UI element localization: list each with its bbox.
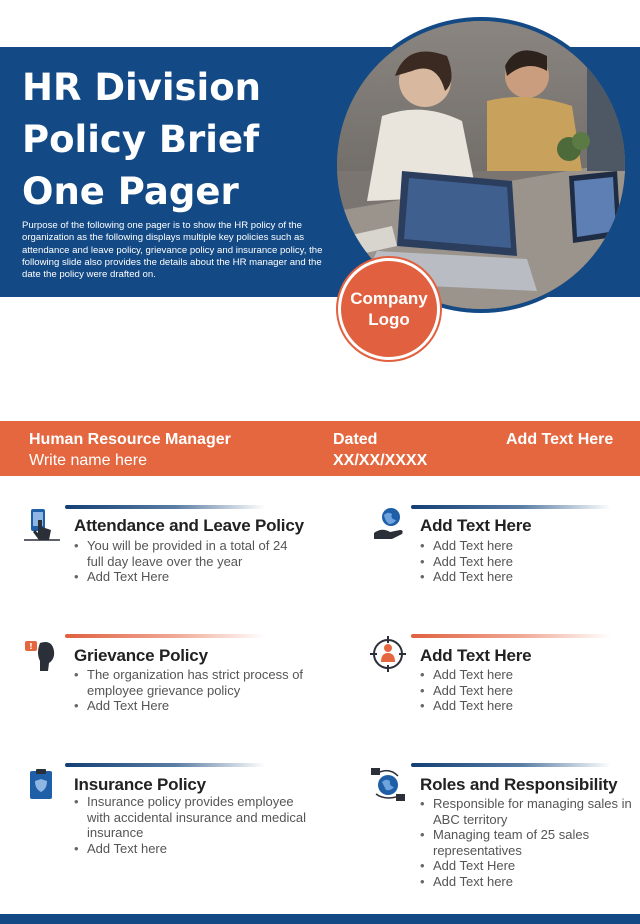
complaint-speech-icon bbox=[22, 637, 62, 677]
svg-text:!: ! bbox=[29, 642, 33, 651]
section-title: Add Text Here bbox=[420, 646, 532, 665]
section-title: Attendance and Leave Policy bbox=[74, 516, 304, 535]
list-item: • Add Text here bbox=[420, 667, 630, 683]
list-item: • Managing team of 25 sales representatives bbox=[420, 827, 632, 858]
purpose-text: Purpose of the following one pager is to show the HR policy of the organization as the following displays multiple key policies such as attendance and leave policy, grievance policy and insurance policy, the following slide also provides the details about the HR manager and the date the policy were drafted on. bbox=[22, 220, 323, 281]
extra-label: Add Text Here bbox=[506, 431, 614, 448]
touch-screen-icon bbox=[22, 506, 62, 546]
dated-label: Dated bbox=[333, 431, 378, 448]
manager-label: Human Resource Manager bbox=[29, 431, 231, 448]
list-item: • Add Text here bbox=[420, 554, 630, 570]
list-item: • Add Text Here bbox=[74, 569, 306, 585]
list-item: • Insurance policy provides employee with accidental insurance and medical insurance bbox=[74, 794, 306, 841]
extra-info bbox=[506, 429, 613, 450]
list-item: • Responsible for managing sales in ABC territory bbox=[420, 796, 632, 827]
section-bullets bbox=[74, 538, 306, 585]
date-info bbox=[333, 429, 427, 471]
section-bullets bbox=[420, 667, 630, 714]
section-title: Insurance Policy bbox=[74, 775, 206, 794]
section-accent-line bbox=[65, 505, 265, 509]
section-title: Roles and Responsibility bbox=[420, 775, 618, 794]
person-target-icon bbox=[368, 634, 408, 674]
manager-info bbox=[29, 429, 231, 471]
list-item: • Add Text here bbox=[74, 841, 306, 857]
section-accent-line bbox=[411, 505, 611, 509]
section-bullets bbox=[74, 794, 306, 856]
section-title: Add Text Here bbox=[420, 516, 532, 535]
section-accent-line bbox=[65, 763, 265, 767]
list-item: • Add Text here bbox=[420, 569, 630, 585]
section-title: Grievance Policy bbox=[74, 646, 208, 665]
company-logo: Company Logo bbox=[338, 258, 440, 360]
list-item: • You will be provided in a total of 24 full day leave over the year bbox=[74, 538, 306, 569]
list-item: • The organization has strict process of employee grievance policy bbox=[74, 667, 314, 698]
section-bullets bbox=[420, 538, 630, 585]
globe-hand-icon bbox=[370, 505, 410, 545]
section-bullets bbox=[74, 667, 314, 714]
list-item: • Add Text here bbox=[420, 698, 630, 714]
clipboard-shield-icon bbox=[22, 766, 62, 806]
list-item: • Add Text Here bbox=[420, 858, 632, 874]
section-bullets bbox=[420, 796, 632, 890]
page-title: HR Division Policy Brief One Pager bbox=[22, 66, 262, 213]
global-network-icon bbox=[368, 764, 408, 804]
section-accent-line bbox=[411, 634, 611, 638]
footer-band bbox=[0, 914, 640, 924]
list-item: • Add Text Here bbox=[74, 698, 314, 714]
manager-value: Write name here bbox=[29, 452, 147, 469]
dated-value: XX/XX/XXXX bbox=[333, 452, 428, 469]
list-item: • Add Text here bbox=[420, 874, 632, 890]
info-bar bbox=[0, 421, 640, 476]
section-accent-line bbox=[411, 763, 611, 767]
list-item: • Add Text here bbox=[420, 683, 630, 699]
list-item: • Add Text here bbox=[420, 538, 630, 554]
section-accent-line bbox=[65, 634, 265, 638]
